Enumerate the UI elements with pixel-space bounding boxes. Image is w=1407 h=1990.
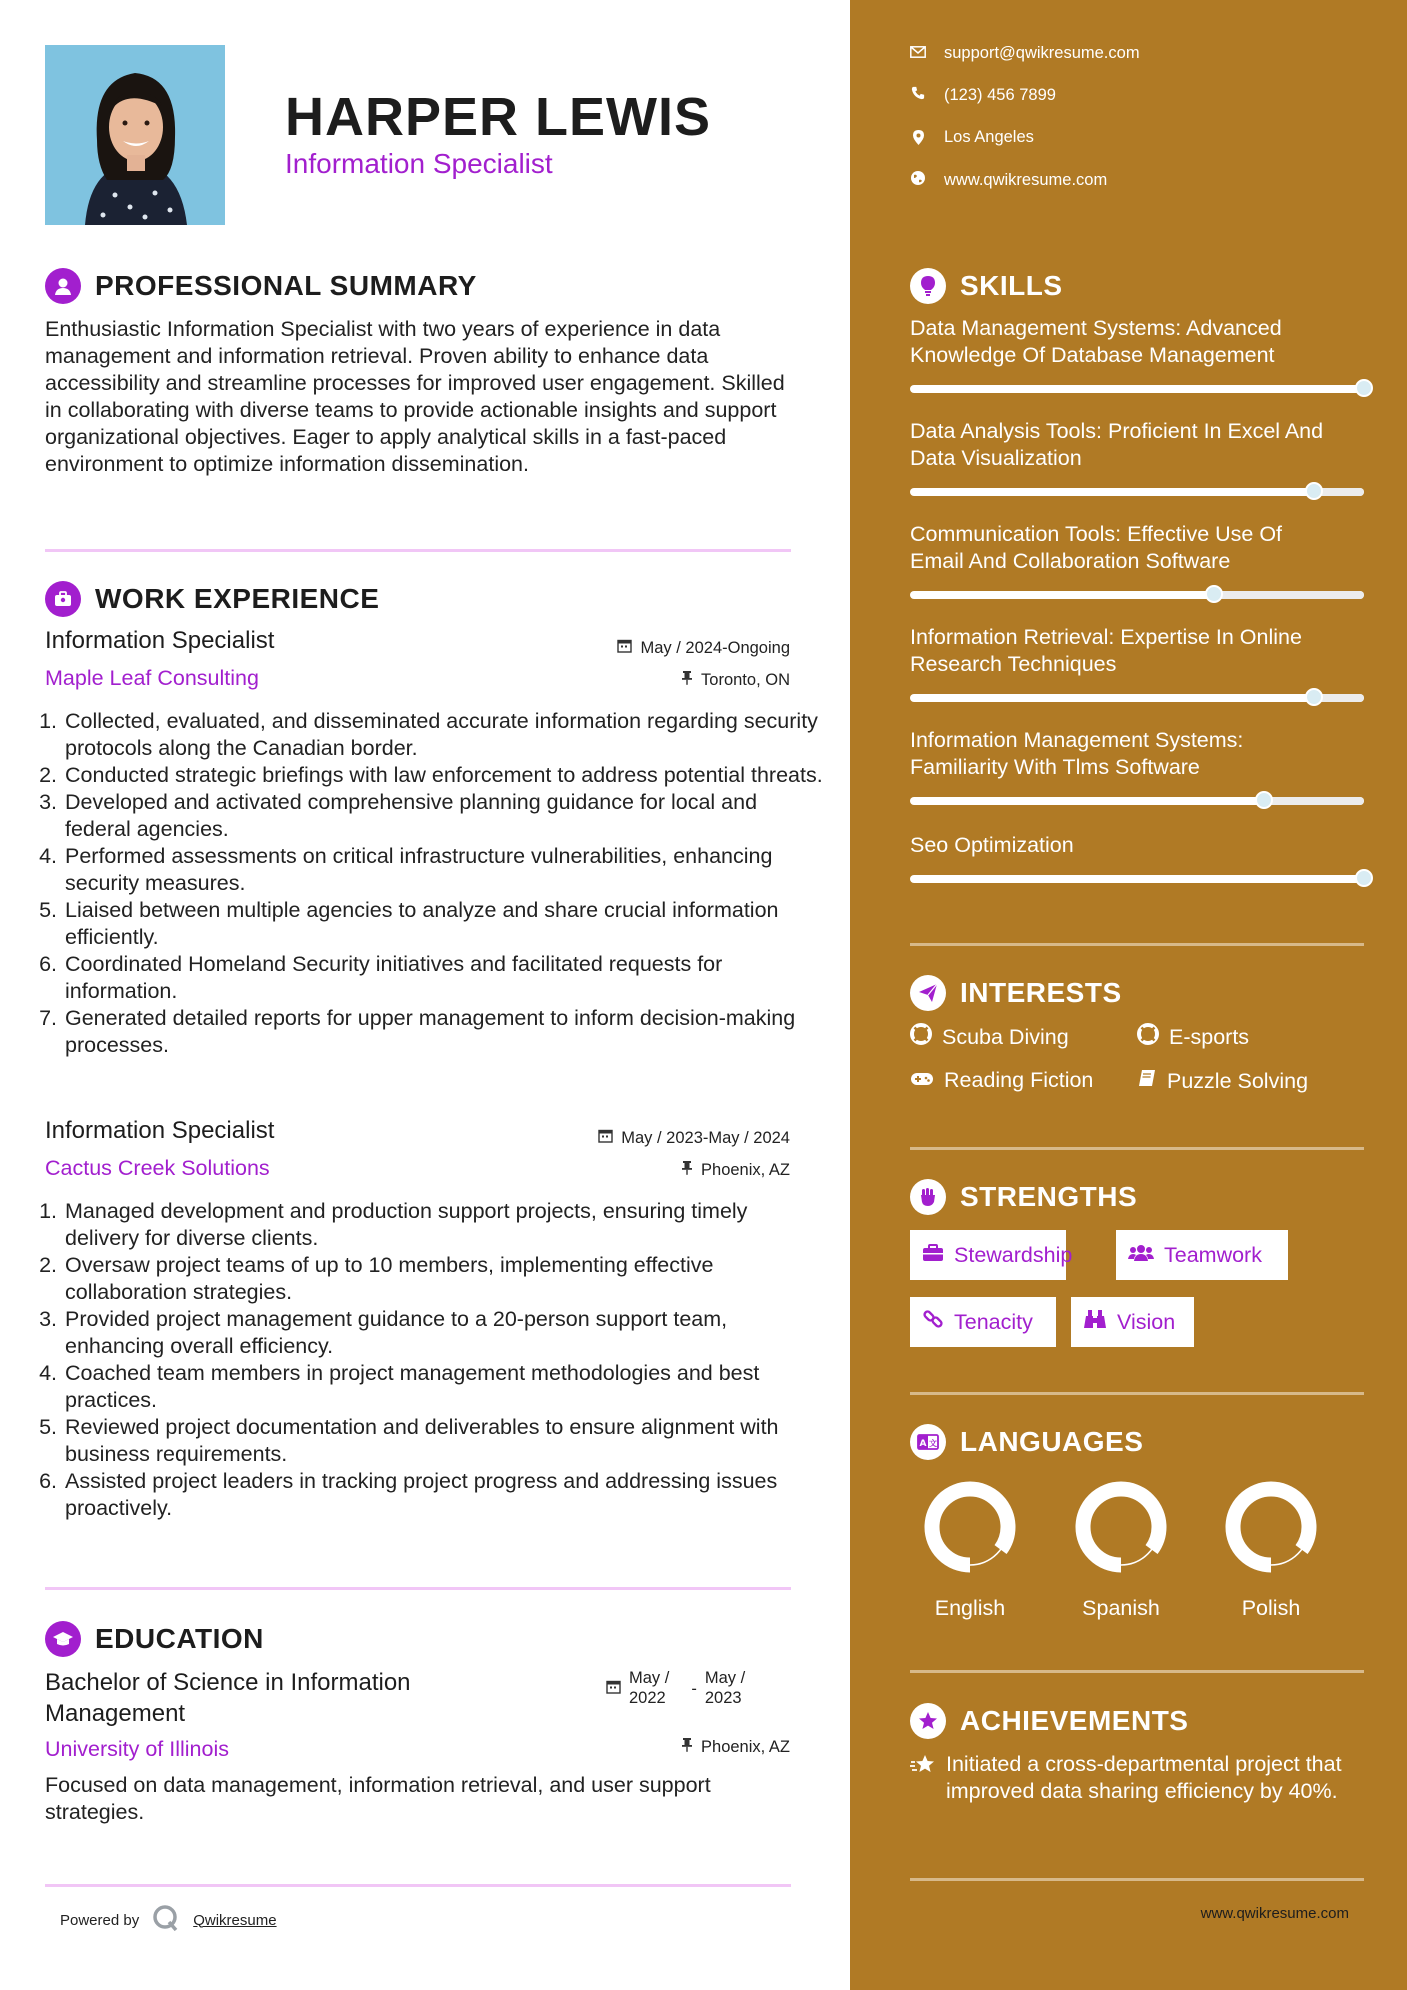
start-month: May /: [629, 1669, 670, 1687]
skill-name-line: Knowledge Of Database Management: [910, 343, 1275, 367]
bullet-item: 5. Reviewed project documentation and deliverables to ensure alignment with business requirements.: [63, 1414, 823, 1468]
skill-name: [910, 832, 1364, 859]
skill-item: [910, 418, 1364, 496]
svg-text:文: 文: [929, 1439, 937, 1448]
start-year: 2022: [629, 1689, 666, 1707]
book-icon: [1137, 1068, 1157, 1094]
skill-level-knob: [1355, 379, 1373, 397]
bullet-item: 2. Conducted strategic briefings with law enforcement to address potential threats.: [63, 762, 823, 789]
bullet-item: 6. Assisted project leaders in tracking project progress and addressing issues proactively.: [63, 1468, 823, 1522]
language-name: Polish: [1241, 1596, 1301, 1620]
job-location: [681, 670, 790, 690]
candidate-name: HARPER LEWIS: [285, 87, 712, 147]
skill-bar: [910, 875, 1364, 883]
job-bullets: [37, 1198, 823, 1522]
qwikresume-logo-icon: [151, 1903, 181, 1937]
contact-location: [910, 128, 1034, 147]
briefcase-user-icon: [45, 581, 81, 617]
job-dates: [598, 1128, 790, 1148]
skill-name: [910, 727, 1364, 781]
contact-website: [910, 170, 1107, 191]
bullet-item: 4. Performed assessments on critical infrastructure vulnerabilities, enhancing security measures.: [63, 843, 823, 897]
divider: [45, 549, 791, 552]
footer-website[interactable]: www.qwikresume.com: [1200, 1905, 1349, 1922]
strengths-heading: STRENGTHS: [960, 1181, 1138, 1212]
strength-tag: [910, 1297, 1056, 1347]
contact-email: [910, 44, 1140, 63]
powered-by: [60, 1903, 277, 1937]
powered-by-label: Powered by: [60, 1911, 140, 1929]
strength-tag: [1071, 1297, 1194, 1347]
skill-name: [910, 624, 1364, 678]
strength-label: Stewardship: [954, 1242, 1073, 1267]
candidate-title: Information Specialist: [285, 148, 553, 179]
skills-heading: SKILLS: [960, 270, 1063, 301]
job-location: [681, 1160, 790, 1180]
contact-phone: [910, 86, 1056, 105]
skill-bar: [910, 488, 1364, 496]
achievements-header: [910, 1703, 1188, 1739]
language-item: [1211, 1477, 1331, 1621]
job-location-text: Phoenix, AZ: [701, 1160, 790, 1179]
gamepad-icon: [910, 1068, 934, 1093]
skill-item: [910, 624, 1364, 702]
pin-icon: [681, 1737, 693, 1757]
fist-icon: [910, 1179, 946, 1215]
skill-item: [910, 727, 1364, 805]
job-title: Information Specialist: [45, 1117, 275, 1144]
summary-header: [45, 268, 477, 304]
skill-bar-remaining: [1264, 797, 1364, 805]
binoculars-icon: [1083, 1309, 1107, 1335]
strength-label: Vision: [1117, 1309, 1176, 1334]
job-bullets: [37, 708, 823, 1059]
interest-label: Scuba Diving: [942, 1024, 1069, 1049]
divider: [910, 1147, 1364, 1150]
education-location-text: Phoenix, AZ: [701, 1737, 790, 1756]
skill-name-line: Information Retrieval: Expertise In Online: [910, 625, 1302, 649]
skill-name: [910, 521, 1364, 575]
phone-text[interactable]: (123) 456 7899: [944, 86, 1056, 104]
interests-header: [910, 975, 1122, 1011]
interest-item: [1137, 1023, 1249, 1051]
email-text[interactable]: support@qwikresume.com: [944, 44, 1140, 62]
language-ring: [920, 1477, 1020, 1577]
skill-bar: [910, 385, 1364, 393]
strength-tag: [1116, 1230, 1288, 1280]
skill-item: [910, 315, 1364, 393]
end-month: May /: [704, 1669, 746, 1687]
pin-icon: [681, 1160, 693, 1180]
pin-icon: [681, 670, 693, 690]
divider: [910, 1670, 1364, 1673]
profile-photo: [45, 45, 225, 225]
life-ring-icon: [1137, 1023, 1159, 1051]
summary-heading: PROFESSIONAL SUMMARY: [95, 270, 477, 301]
divider: [910, 1392, 1364, 1395]
skill-bar: [910, 591, 1364, 599]
user-icon: [45, 268, 81, 304]
calendar-icon: [598, 1128, 613, 1148]
interest-label: Puzzle Solving: [1167, 1068, 1309, 1093]
degree-line: Bachelor of Science in Information: [45, 1669, 411, 1696]
skill-level-knob: [1355, 869, 1373, 887]
achievements-heading: ACHIEVEMENTS: [960, 1705, 1189, 1736]
language-ring: [1221, 1477, 1321, 1577]
bullet-item: 6. Coordinated Homeland Security initiatives and facilitated requests for information.: [63, 951, 823, 1005]
divider: [910, 943, 1364, 946]
skill-bar-remaining: [1214, 591, 1364, 599]
qwikresume-link[interactable]: Qwikresume: [193, 1911, 277, 1929]
language-ring: [1071, 1477, 1171, 1577]
interest-item: [1137, 1068, 1308, 1094]
languages-heading: LANGUAGES: [960, 1426, 1144, 1457]
paper-plane-icon: [910, 975, 946, 1011]
job-title: Information Specialist: [45, 627, 275, 654]
experience-header: [45, 581, 379, 617]
achievement-item: [910, 1751, 1364, 1805]
job-location-text: Toronto, ON: [701, 670, 790, 689]
job-dates: [617, 638, 790, 658]
strength-label: Tenacity: [954, 1309, 1033, 1334]
company-name: Maple Leaf Consulting: [45, 666, 259, 690]
svg-text:A: A: [919, 1439, 927, 1449]
skill-name: [910, 315, 1364, 369]
end-year: 2023: [704, 1689, 742, 1707]
skill-name-line: Seo Optimization: [910, 833, 1074, 857]
interest-label: E-sports: [1169, 1024, 1250, 1049]
briefcase-icon: [922, 1243, 944, 1268]
website-text[interactable]: www.qwikresume.com: [944, 171, 1108, 189]
translate-icon: [910, 1424, 946, 1460]
bullet-item: 3. Provided project management guidance to a 20-person support team, enhancing overall efficiency.: [63, 1306, 823, 1360]
job-dates-text: May / 2023-May / 2024: [621, 1128, 790, 1147]
skill-name-line: Research Techniques: [910, 652, 1117, 676]
bullet-item: 1. Collected, evaluated, and disseminated accurate information regarding security protocols along the Canadian border.: [63, 708, 823, 762]
skill-name-line: Data Management Systems: Advanced: [910, 316, 1282, 340]
location-text: Los Angeles: [944, 128, 1034, 146]
interest-item: [910, 1023, 1069, 1051]
skill-name-line: Data Visualization: [910, 446, 1082, 470]
date-dash: -: [691, 1680, 697, 1698]
summary-text: Enthusiastic Information Specialist with two years of experience in data management and information retrieval. Proven ability to enhance data accessibility and streamline processes for improved user engagement. Skilled in collaborating with diverse teams to provide actionable insights and support organizational objectives. Eager to apply analytical skills in a fast-paced environment to optimize information dissemination.: [45, 317, 785, 476]
interests-heading: INTERESTS: [960, 977, 1122, 1008]
interest-label: Reading Fiction: [944, 1068, 1094, 1092]
graduation-cap-icon: [45, 1621, 81, 1657]
bullet-item: 2. Oversaw project teams of up to 10 members, implementing effective collaboration strategies.: [63, 1252, 823, 1306]
phone-icon: [910, 86, 926, 105]
school-name: University of Illinois: [45, 1737, 229, 1761]
strength-label: Teamwork: [1164, 1242, 1262, 1267]
bullet-item: 7. Generated detailed reports for upper management to inform decision-making processes.: [63, 1005, 823, 1059]
skill-bar: [910, 797, 1364, 805]
skill-level-knob: [1305, 482, 1323, 500]
calendar-icon: [617, 638, 632, 658]
degree: [45, 1667, 411, 1729]
map-pin-icon: [910, 130, 926, 145]
interest-item: [910, 1068, 1093, 1093]
globe-icon: [910, 170, 926, 191]
education-location: [681, 1737, 790, 1757]
users-icon: [1128, 1243, 1154, 1268]
bullet-item: 1. Managed development and production support projects, ensuring timely delivery for diverse clients.: [63, 1198, 823, 1252]
bullet-item: 3. Developed and activated comprehensive planning guidance for local and federal agencies.: [63, 789, 823, 843]
achievement-text: Initiated a cross-departmental project that improved data sharing efficiency by 40%.: [946, 1752, 1342, 1803]
bullet-item: 4. Coached team members in project management methodologies and best practices.: [63, 1360, 823, 1414]
lightbulb-icon: [910, 268, 946, 304]
education-heading: EDUCATION: [95, 1623, 264, 1654]
life-ring-icon: [910, 1023, 932, 1051]
skill-name: [910, 418, 1364, 472]
skill-name-line: Communication Tools: Effective Use Of: [910, 522, 1283, 546]
skill-level-knob: [1305, 688, 1323, 706]
divider: [910, 1878, 1364, 1881]
degree-line: Management: [45, 1700, 186, 1727]
language-name: Spanish: [1082, 1596, 1160, 1620]
skill-bar: [910, 694, 1364, 702]
skill-item: [910, 521, 1364, 599]
strengths-header: [910, 1179, 1137, 1215]
strength-tag: [910, 1230, 1073, 1280]
bullet-item: 5. Liaised between multiple agencies to analyze and share crucial information efficiently.: [63, 897, 823, 951]
star-icon: [910, 1753, 936, 1805]
skill-level-knob: [1255, 791, 1273, 809]
language-item: [1061, 1477, 1181, 1621]
divider: [45, 1587, 791, 1590]
job-dates-text: May / 2024-Ongoing: [640, 638, 790, 657]
calendar-icon: [606, 1679, 621, 1699]
skill-item: [910, 832, 1364, 883]
language-name: English: [934, 1596, 1006, 1620]
languages-header: [910, 1424, 1143, 1460]
skill-name-line: Information Management Systems:: [910, 728, 1244, 752]
experience-heading: WORK EXPERIENCE: [95, 583, 380, 614]
skills-header: [910, 268, 1063, 304]
link-icon: [922, 1308, 944, 1336]
star-badge-icon: [910, 1703, 946, 1739]
company-name: Cactus Creek Solutions: [45, 1156, 270, 1180]
skill-name-line: Data Analysis Tools: Proficient In Excel And: [910, 419, 1324, 443]
education-dates: [606, 1668, 745, 1708]
education-description: Focused on data management, information retrieval, and user support strategies.: [45, 1773, 711, 1824]
envelope-icon: [910, 44, 926, 63]
language-item: [910, 1477, 1030, 1621]
divider: [45, 1884, 791, 1887]
skill-name-line: Familiarity With Tlms Software: [910, 755, 1200, 779]
skill-name-line: Email And Collaboration Software: [910, 549, 1231, 573]
education-header: [45, 1621, 264, 1657]
